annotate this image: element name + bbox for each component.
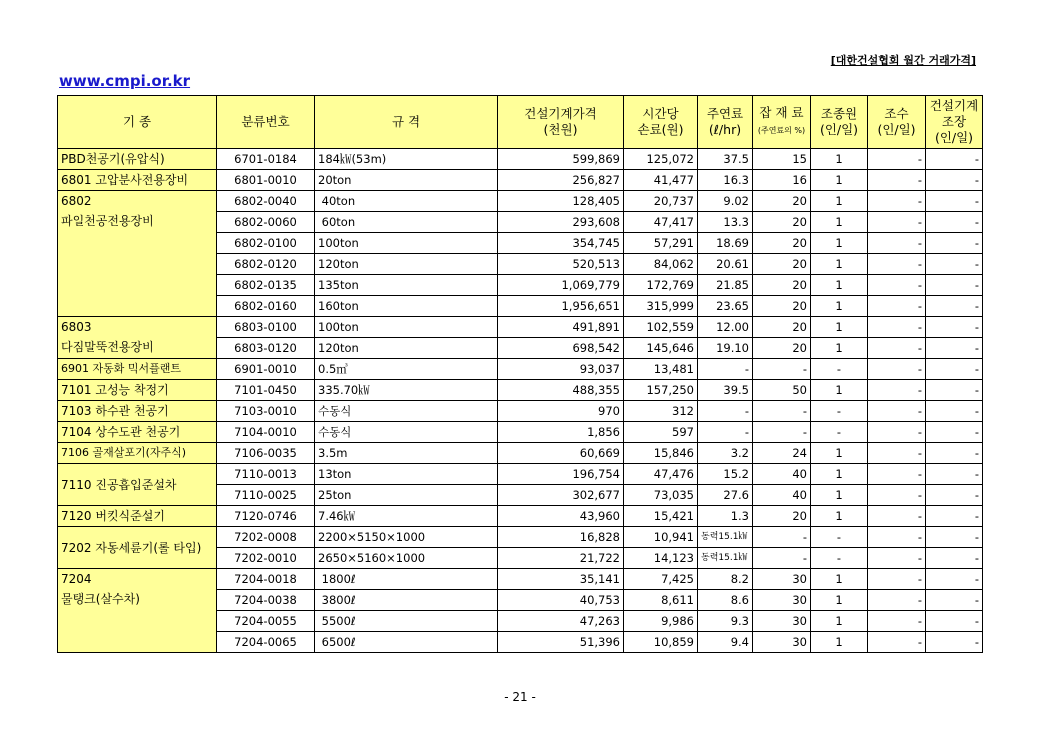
classification-code-cell: 6803-0100: [217, 317, 315, 338]
machine-price-cell: 16,828: [498, 527, 624, 548]
operator-cell: 1: [811, 506, 868, 527]
foreman-cell: -: [926, 149, 983, 170]
table-row: [58, 401, 983, 422]
hourly-cost-cell: 7,425: [624, 569, 698, 590]
table-row: [58, 422, 983, 443]
fuel-cell: 19.10: [698, 338, 753, 359]
operator-cell: 1: [811, 443, 868, 464]
machine-price-cell: 1,956,651: [498, 296, 624, 317]
misc-material-cell: -: [753, 527, 811, 548]
operator-cell: 1: [811, 485, 868, 506]
classification-code-cell: 6802-0120: [217, 254, 315, 275]
misc-material-cell: 20: [753, 212, 811, 233]
assistant-cell: -: [868, 401, 926, 422]
assistant-cell: -: [868, 611, 926, 632]
spec-cell: 2650×5160×1000: [315, 548, 498, 569]
assistant-cell: -: [868, 464, 926, 485]
assistant-cell: -: [868, 359, 926, 380]
hourly-cost-cell: 145,646: [624, 338, 698, 359]
page-number: - 21 -: [504, 690, 536, 704]
fuel-cell: 9.3: [698, 611, 753, 632]
machine-price-cell: 293,608: [498, 212, 624, 233]
assistant-cell: -: [868, 569, 926, 590]
foreman-cell: -: [926, 275, 983, 296]
machine-price-cell: 21,722: [498, 548, 624, 569]
spec-cell: 3.5m: [315, 443, 498, 464]
misc-material-cell: -: [753, 422, 811, 443]
assistant-cell: -: [868, 380, 926, 401]
col-header-assistant: 조수 (인/일): [868, 96, 926, 149]
operator-cell: 1: [811, 212, 868, 233]
fuel-cell: 동력15.1㎾: [698, 527, 753, 548]
equipment-kind-label: 7204: [61, 572, 92, 586]
operator-cell: -: [811, 359, 868, 380]
classification-code-cell: 7204-0018: [217, 569, 315, 590]
fuel-cell: 3.2: [698, 443, 753, 464]
equipment-kind-cell: [58, 149, 217, 170]
fuel-cell: 12.00: [698, 317, 753, 338]
hourly-cost-cell: 157,250: [624, 380, 698, 401]
foreman-cell: -: [926, 191, 983, 212]
table-row: [58, 527, 983, 548]
equipment-kind-cell: [58, 443, 217, 464]
machine-price-cell: 35,141: [498, 569, 624, 590]
foreman-cell: -: [926, 443, 983, 464]
equipment-kind-cell: [58, 506, 217, 527]
machine-price-cell: 51,396: [498, 632, 624, 653]
machine-price-cell: 520,513: [498, 254, 624, 275]
hourly-cost-cell: 15,846: [624, 443, 698, 464]
website-link[interactable]: www.cmpi.or.kr: [59, 72, 191, 90]
operator-cell: 1: [811, 590, 868, 611]
header-row: [58, 96, 983, 149]
operator-cell: 1: [811, 338, 868, 359]
spec-cell: 0.5㎥: [315, 359, 498, 380]
col-header-code: 분류번호: [217, 96, 315, 149]
assistant-cell: -: [868, 170, 926, 191]
hourly-cost-cell: 312: [624, 401, 698, 422]
foreman-cell: -: [926, 569, 983, 590]
col-header-misc-material: 잡 재 료 (주연료의 %): [753, 96, 811, 149]
fuel-cell: 18.69: [698, 233, 753, 254]
misc-material-cell: 20: [753, 191, 811, 212]
table-row: [58, 443, 983, 464]
classification-code-cell: 7110-0025: [217, 485, 315, 506]
classification-code-cell: 6701-0184: [217, 149, 315, 170]
misc-material-cell: 16: [753, 170, 811, 191]
foreman-cell: -: [926, 170, 983, 191]
foreman-cell: -: [926, 296, 983, 317]
assistant-cell: -: [868, 149, 926, 170]
equipment-kind-label: 6802: [61, 194, 92, 208]
table-row: [58, 191, 983, 212]
equipment-kind-label: 7104 상수도관 천공기: [61, 425, 181, 439]
classification-code-cell: 6802-0160: [217, 296, 315, 317]
spec-cell: 40ton: [315, 191, 498, 212]
fuel-cell: 20.61: [698, 254, 753, 275]
table-row: [58, 506, 983, 527]
spec-cell: 25ton: [315, 485, 498, 506]
fuel-cell: 9.4: [698, 632, 753, 653]
col-header-hourly-cost: 시간당 손료(원): [624, 96, 698, 149]
spec-cell: 6500ℓ: [315, 632, 498, 653]
assistant-cell: -: [868, 506, 926, 527]
classification-code-cell: 6801-0010: [217, 170, 315, 191]
spec-cell: 수동식: [315, 422, 498, 443]
spec-cell: 120ton: [315, 254, 498, 275]
fuel-cell: 23.65: [698, 296, 753, 317]
hourly-cost-cell: 10,941: [624, 527, 698, 548]
foreman-cell: -: [926, 611, 983, 632]
assistant-cell: -: [868, 485, 926, 506]
hourly-cost-cell: 41,477: [624, 170, 698, 191]
operator-cell: 1: [811, 611, 868, 632]
publication-title: [대한건설협회 월간 거래가격]: [830, 54, 976, 67]
equipment-kind-label: PBD천공기(유압식): [61, 152, 165, 166]
machine-price-cell: 93,037: [498, 359, 624, 380]
foreman-cell: -: [926, 317, 983, 338]
fuel-cell: 15.2: [698, 464, 753, 485]
hourly-cost-cell: 15,421: [624, 506, 698, 527]
assistant-cell: -: [868, 317, 926, 338]
misc-material-cell: 40: [753, 485, 811, 506]
fuel-cell: 8.2: [698, 569, 753, 590]
assistant-cell: -: [868, 338, 926, 359]
operator-cell: 1: [811, 632, 868, 653]
operator-cell: 1: [811, 191, 868, 212]
table-row: [58, 380, 983, 401]
fuel-cell: -: [698, 422, 753, 443]
hourly-cost-cell: 47,417: [624, 212, 698, 233]
col-header-kind: 기 종: [58, 96, 217, 149]
hourly-cost-cell: 73,035: [624, 485, 698, 506]
spec-cell: 20ton: [315, 170, 498, 191]
assistant-cell: -: [868, 275, 926, 296]
assistant-cell: -: [868, 527, 926, 548]
misc-material-cell: 20: [753, 338, 811, 359]
fuel-cell: 8.6: [698, 590, 753, 611]
operator-cell: 1: [811, 464, 868, 485]
equipment-kind-label: 물탱크(살수차): [61, 592, 140, 606]
equipment-kind-cell: [58, 401, 217, 422]
spec-cell: 60ton: [315, 212, 498, 233]
operator-cell: -: [811, 527, 868, 548]
equipment-kind-cell: [58, 422, 217, 443]
operator-cell: 1: [811, 275, 868, 296]
foreman-cell: -: [926, 401, 983, 422]
table-row: [58, 317, 983, 338]
equipment-kind-label: 7202 자동세륜기(롤 타입): [61, 540, 202, 555]
operator-cell: 1: [811, 233, 868, 254]
equipment-kind-label: 6801 고압분사전용장비: [61, 173, 189, 187]
assistant-cell: -: [868, 191, 926, 212]
misc-material-cell: -: [753, 359, 811, 380]
spec-cell: 3800ℓ: [315, 590, 498, 611]
fuel-cell: 13.3: [698, 212, 753, 233]
assistant-cell: -: [868, 296, 926, 317]
foreman-cell: -: [926, 359, 983, 380]
spec-cell: 100ton: [315, 317, 498, 338]
hourly-cost-cell: 315,999: [624, 296, 698, 317]
equipment-kind-cell: [58, 170, 217, 191]
machine-price-cell: 1,069,779: [498, 275, 624, 296]
classification-code-cell: 6802-0100: [217, 233, 315, 254]
foreman-cell: -: [926, 548, 983, 569]
hourly-cost-cell: 84,062: [624, 254, 698, 275]
foreman-cell: -: [926, 590, 983, 611]
machine-price-cell: 196,754: [498, 464, 624, 485]
spec-cell: 5500ℓ: [315, 611, 498, 632]
hourly-cost-cell: 597: [624, 422, 698, 443]
assistant-cell: -: [868, 590, 926, 611]
machine-price-cell: 47,263: [498, 611, 624, 632]
machine-price-cell: 698,542: [498, 338, 624, 359]
machine-price-cell: 488,355: [498, 380, 624, 401]
classification-code-cell: 7202-0010: [217, 548, 315, 569]
misc-material-cell: 20: [753, 233, 811, 254]
classification-code-cell: 7204-0038: [217, 590, 315, 611]
misc-material-cell: -: [753, 401, 811, 422]
hourly-cost-cell: 125,072: [624, 149, 698, 170]
fuel-cell: -: [698, 401, 753, 422]
operator-cell: -: [811, 422, 868, 443]
equipment-kind-label: 파일천공전용장비: [61, 214, 154, 228]
hourly-cost-cell: 47,476: [624, 464, 698, 485]
table-row: [58, 569, 983, 590]
hourly-cost-cell: 8,611: [624, 590, 698, 611]
foreman-cell: -: [926, 212, 983, 233]
fuel-cell: 39.5: [698, 380, 753, 401]
equipment-kind-cell: [58, 464, 217, 506]
equipment-kind-cell: [58, 527, 217, 569]
classification-code-cell: 7101-0450: [217, 380, 315, 401]
col-header-fuel: 주연료 (ℓ/hr): [698, 96, 753, 149]
classification-code-cell: 7202-0008: [217, 527, 315, 548]
hourly-cost-cell: 57,291: [624, 233, 698, 254]
spec-cell: 1800ℓ: [315, 569, 498, 590]
operator-cell: -: [811, 548, 868, 569]
assistant-cell: -: [868, 212, 926, 233]
equipment-kind-cell: [58, 359, 217, 380]
col-header-price: 건설기계가격 (천원): [498, 96, 624, 149]
misc-material-cell: 15: [753, 149, 811, 170]
foreman-cell: -: [926, 254, 983, 275]
classification-code-cell: 7204-0055: [217, 611, 315, 632]
table-row: [58, 464, 983, 485]
equipment-kind-label: 다짐말뚝전용장비: [61, 340, 154, 354]
foreman-cell: -: [926, 233, 983, 254]
fuel-cell: 동력15.1㎾: [698, 548, 753, 569]
fuel-cell: 9.02: [698, 191, 753, 212]
misc-material-cell: 20: [753, 275, 811, 296]
equipment-kind-label: 7120 버킷식준설기: [61, 509, 165, 523]
equipment-kind-cell: [58, 380, 217, 401]
col-header-spec: 규 격: [315, 96, 498, 149]
classification-code-cell: 7104-0010: [217, 422, 315, 443]
misc-material-cell: 40: [753, 464, 811, 485]
misc-material-cell: 30: [753, 632, 811, 653]
misc-material-cell: 50: [753, 380, 811, 401]
table-row: [58, 170, 983, 191]
classification-code-cell: 6802-0060: [217, 212, 315, 233]
classification-code-cell: 6802-0040: [217, 191, 315, 212]
spec-cell: 13ton: [315, 464, 498, 485]
misc-material-cell: 20: [753, 317, 811, 338]
assistant-cell: -: [868, 443, 926, 464]
fuel-cell: 1.3: [698, 506, 753, 527]
machine-price-cell: 302,677: [498, 485, 624, 506]
col-header-operator: 조종원 (인/일): [811, 96, 868, 149]
foreman-cell: -: [926, 422, 983, 443]
foreman-cell: -: [926, 380, 983, 401]
classification-code-cell: 7120-0746: [217, 506, 315, 527]
foreman-cell: -: [926, 506, 983, 527]
fuel-cell: 37.5: [698, 149, 753, 170]
machine-price-cell: 970: [498, 401, 624, 422]
spec-cell: 160ton: [315, 296, 498, 317]
foreman-cell: -: [926, 464, 983, 485]
spec-cell: 184㎾(53m): [315, 149, 498, 170]
foreman-cell: -: [926, 527, 983, 548]
spec-cell: 335.70㎾: [315, 380, 498, 401]
assistant-cell: -: [868, 254, 926, 275]
hourly-cost-cell: 9,986: [624, 611, 698, 632]
machine-price-cell: 60,669: [498, 443, 624, 464]
equipment-kind-label: 7101 고성능 착정기: [61, 383, 169, 397]
hourly-cost-cell: 172,769: [624, 275, 698, 296]
equipment-price-table: [57, 95, 983, 653]
foreman-cell: -: [926, 338, 983, 359]
fuel-cell: 27.6: [698, 485, 753, 506]
fuel-cell: -: [698, 359, 753, 380]
hourly-cost-cell: 20,737: [624, 191, 698, 212]
machine-price-cell: 128,405: [498, 191, 624, 212]
table-row: [58, 359, 983, 380]
machine-price-cell: 40,753: [498, 590, 624, 611]
assistant-cell: -: [868, 233, 926, 254]
hourly-cost-cell: 10,859: [624, 632, 698, 653]
equipment-kind-cell: [58, 191, 217, 317]
machine-price-cell: 1,856: [498, 422, 624, 443]
machine-price-cell: 599,869: [498, 149, 624, 170]
operator-cell: 1: [811, 170, 868, 191]
equipment-kind-cell: [58, 569, 217, 653]
misc-material-cell: 30: [753, 569, 811, 590]
misc-material-cell: 20: [753, 254, 811, 275]
spec-cell: 7.46㎾: [315, 506, 498, 527]
classification-code-cell: 7103-0010: [217, 401, 315, 422]
classification-code-cell: 7204-0065: [217, 632, 315, 653]
operator-cell: 1: [811, 380, 868, 401]
foreman-cell: -: [926, 485, 983, 506]
misc-material-cell: 20: [753, 506, 811, 527]
col-header-foreman: 건설기계 조장 (인/일): [926, 96, 983, 149]
equipment-kind-label: 7110 진공흡입준설차: [61, 477, 177, 492]
fuel-cell: 16.3: [698, 170, 753, 191]
spec-cell: 수동식: [315, 401, 498, 422]
equipment-kind-cell: [58, 317, 217, 359]
hourly-cost-cell: 13,481: [624, 359, 698, 380]
spec-cell: 135ton: [315, 275, 498, 296]
fuel-cell: 21.85: [698, 275, 753, 296]
operator-cell: 1: [811, 569, 868, 590]
foreman-cell: -: [926, 632, 983, 653]
classification-code-cell: 7110-0013: [217, 464, 315, 485]
spec-cell: 2200×5150×1000: [315, 527, 498, 548]
machine-price-cell: 43,960: [498, 506, 624, 527]
equipment-kind-label: 6901 자동화 믹서플랜트: [61, 362, 181, 375]
classification-code-cell: 6803-0120: [217, 338, 315, 359]
classification-code-cell: 6901-0010: [217, 359, 315, 380]
misc-material-cell: 20: [753, 296, 811, 317]
misc-material-cell: 30: [753, 611, 811, 632]
assistant-cell: -: [868, 548, 926, 569]
operator-cell: 1: [811, 254, 868, 275]
operator-cell: -: [811, 401, 868, 422]
misc-material-cell: -: [753, 548, 811, 569]
hourly-cost-cell: 102,559: [624, 317, 698, 338]
assistant-cell: -: [868, 422, 926, 443]
classification-code-cell: 7106-0035: [217, 443, 315, 464]
machine-price-cell: 256,827: [498, 170, 624, 191]
equipment-kind-label: 6803: [61, 320, 92, 334]
assistant-cell: -: [868, 632, 926, 653]
equipment-kind-label: 7103 하수관 천공기: [61, 404, 169, 418]
machine-price-cell: 354,745: [498, 233, 624, 254]
hourly-cost-cell: 14,123: [624, 548, 698, 569]
machine-price-cell: 491,891: [498, 317, 624, 338]
misc-material-cell: 30: [753, 590, 811, 611]
spec-cell: 120ton: [315, 338, 498, 359]
equipment-kind-label: 7106 골재살포기(자주식): [61, 446, 187, 459]
operator-cell: 1: [811, 149, 868, 170]
operator-cell: 1: [811, 317, 868, 338]
misc-material-cell: 24: [753, 443, 811, 464]
classification-code-cell: 6802-0135: [217, 275, 315, 296]
table-row: [58, 149, 983, 170]
operator-cell: 1: [811, 296, 868, 317]
spec-cell: 100ton: [315, 233, 498, 254]
